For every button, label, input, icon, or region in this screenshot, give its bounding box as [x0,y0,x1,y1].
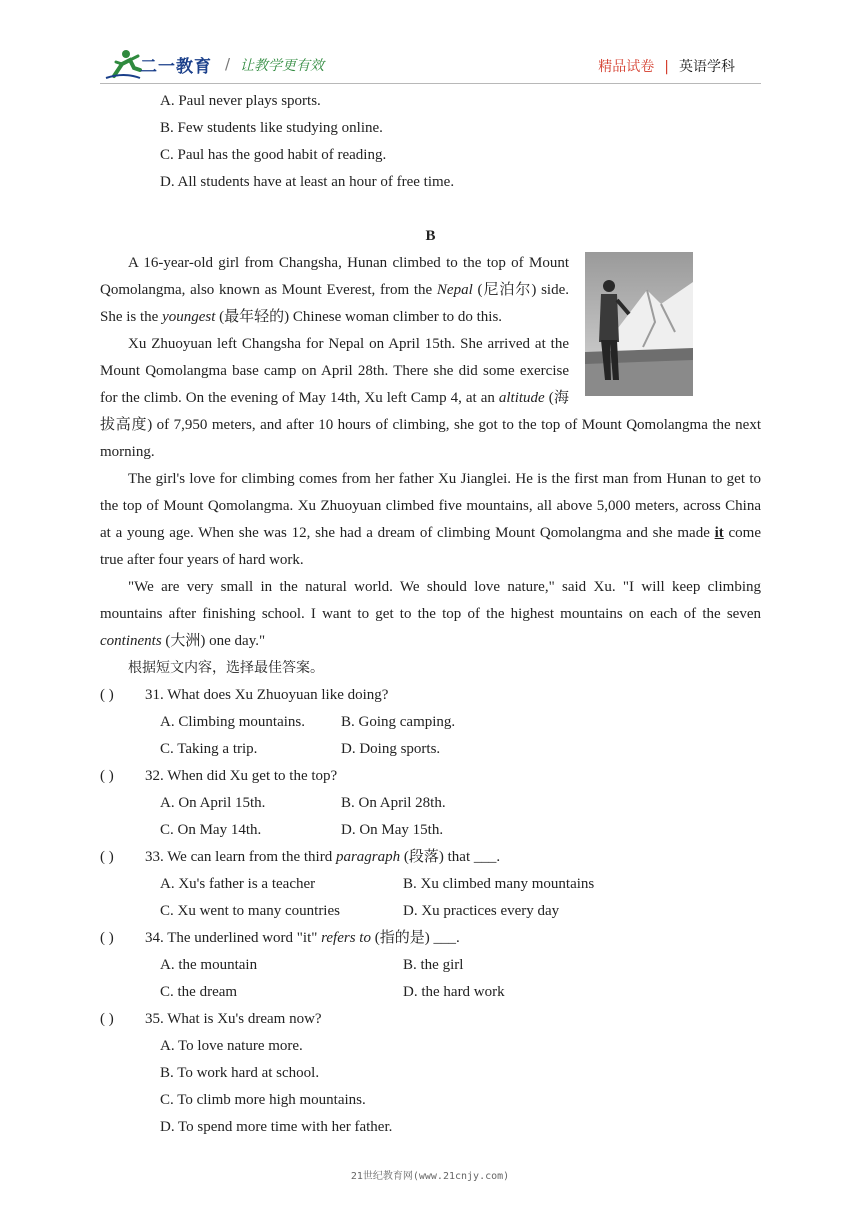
option-c: C. Taking a trip. [160,741,258,757]
question-35 [100,1006,761,1033]
option-b: B. the girl [403,957,464,973]
p3-text-a: The girl's love for climbing comes from her father Xu Jianglei. He is the first man from Hunan to get to the top of Mount Qomolangma. Xu Zhuoyuan climbed five mountains, all above 5,000 meters, across China at a young age. When she was 12, she had a dream of climbing Mount Qomolangma and she made [100,471,761,541]
slogan-separator: / [225,55,231,73]
option-a: A. On April 15th. [160,795,266,811]
page-content [100,88,761,1141]
logo-text: 二一教育 [140,57,212,77]
option-a: A. the mountain [160,957,258,973]
p3-text-b: come true after four years of hard work. [100,525,762,568]
answer-blank[interactable]: ( ) [100,687,114,703]
prev-option-c: C. Paul has the good habit of reading. [160,147,387,163]
question-stem-a: 33. We can learn from the third [145,849,336,865]
option-a: A. Climbing mountains. [160,714,306,730]
p4-continents: continents [100,633,162,649]
question-stem: 35. What is Xu's dream now? [145,1011,322,1027]
tag-subject: 英语学科 [679,59,735,75]
prev-option-a: A. Paul never plays sports. [160,93,321,109]
p2-text-a: Xu Zhuoyuan left Changsha for Nepal on April 15th. She arrived at the Mount Qomolangma base camp on April 28th. There she did some exercise for the climb. On the evening of May 14th, Xu left Camp 4, at an [100,336,569,406]
question-32 [100,763,761,790]
question-34 [100,925,761,952]
tag-premium: 精品试卷 [598,59,655,75]
p1-text-b: (尼泊尔) side. She is the [100,282,569,325]
option-b: B. On April 28th. [341,795,446,811]
question-stem-a: 34. The underlined word "it" [145,930,322,946]
p2-text-b: (海拔高度) of 7,950 meters, and after 10 hours of climbing, she got to the top of Mount Qomolangma the next morning. [100,390,761,460]
question-stem: 31. What does Xu Zhuoyuan like doing? [145,687,389,703]
answer-blank[interactable]: ( ) [100,1011,114,1027]
prev-option-b: B. Few students like studying online. [160,120,383,136]
option-d: D. the hard work [403,984,505,1000]
section-title: B [425,228,436,244]
p2-altitude: altitude [498,390,545,406]
option-a: A. To love nature more. [160,1038,303,1054]
option-c: C. the dream [160,984,238,1000]
options-row [100,709,761,736]
tag-divider: | [664,59,669,75]
answer-blank[interactable]: ( ) [100,768,114,784]
page-header [0,0,860,84]
option-c: C. To climb more high mountains. [160,1092,366,1108]
question-stem-keyword: refers to [321,930,371,946]
option-b: B. Going camping. [341,714,456,730]
instruction: 根据短文内容，选择最佳答案。 [128,660,324,676]
option-c: C. On May 14th. [160,822,262,838]
option-d: D. Xu practices every day [403,903,560,919]
options-row [100,790,761,817]
climber-photo [585,252,693,396]
options-row [100,979,761,1006]
p1-text-c: (最年轻的) Chinese woman climber to do this. [215,309,503,325]
passage-paragraph-1 [100,250,761,331]
option-d: D. On May 15th. [341,822,444,838]
p4-text-b: (大洲) one day." [161,633,266,649]
passage-paragraph-4 [100,574,761,655]
options-row [100,736,761,763]
question-stem-keyword: paragraph [335,849,401,865]
options-row [100,898,761,925]
option-c: C. Xu went to many countries [160,903,340,919]
option-d: D. Doing sports. [341,741,441,757]
p4-text-a: "We are very small in the natural world. We should love nature," said Xu. "I will keep climbing mountains after finishing school. I want to get to the top of the highest mountains on each of the seven [100,579,761,622]
p1-text-a: A 16-year-old girl from Changsha, Hunan climbed to the top of Mount Qomolangma, also known as Mount Everest, from the [100,255,569,298]
question-33 [100,844,761,871]
page-footer: 21世纪教育网(www.21cnjy.com) [350,1171,510,1182]
p3-underlined-it: it [714,525,724,541]
prev-option-d: D. All students have at least an hour of free time. [160,174,455,190]
options-row [100,952,761,979]
question-stem-b: (指的是) ___. [370,930,460,946]
header-rule [100,83,761,84]
question-stem-b: (段落) that ___. [400,849,501,865]
option-b: B. Xu climbed many mountains [403,876,595,892]
p1-nepal: Nepal [436,282,473,298]
answer-blank[interactable]: ( ) [100,849,114,865]
question-stem: 32. When did Xu get to the top? [145,768,338,784]
answer-blank[interactable]: ( ) [100,930,114,946]
p1-youngest: youngest [162,309,216,325]
options-row [100,871,761,898]
slogan: 让教学更有效 [240,58,324,74]
option-a: A. Xu's father is a teacher [160,876,316,892]
option-d: D. To spend more time with her father. [160,1119,393,1135]
passage-paragraph-3 [100,466,761,574]
header-tags [598,56,735,76]
question-31 [100,682,761,709]
options-row [100,817,761,844]
option-b: B. To work hard at school. [160,1065,320,1081]
